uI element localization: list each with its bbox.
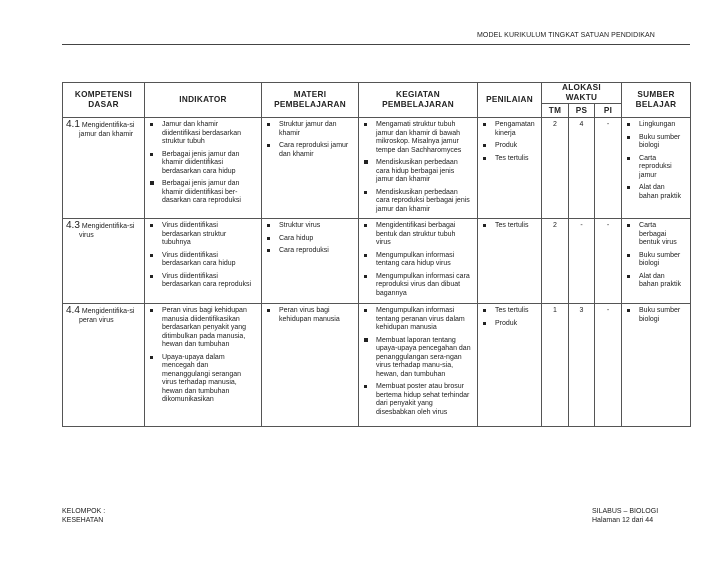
sumber-text: Carta xyxy=(639,222,657,229)
footer-kelompok: KELOMPOK : xyxy=(62,508,106,515)
col-alokasi-waktu xyxy=(542,83,622,104)
bullet-icon xyxy=(150,153,153,156)
kompetensi-number: 4.1 xyxy=(66,119,80,130)
materi-text: kehidupan manusia xyxy=(279,315,340,323)
footer-silabus: SILABUS – BIOLOGI xyxy=(592,508,659,515)
tm-cell: 2 xyxy=(542,118,569,219)
bullet-icon xyxy=(364,123,367,126)
materi-list xyxy=(262,118,358,159)
pi-cell: - xyxy=(595,304,622,427)
bullet-icon xyxy=(364,275,367,278)
kegiatan-text: Mengumpulkan informasi xyxy=(376,307,455,314)
col-penilaian xyxy=(478,83,542,118)
header-row-1 xyxy=(63,83,691,104)
header-ps: PS xyxy=(569,104,595,118)
sumber-text: bentuk virus xyxy=(639,239,677,246)
sumber-list xyxy=(622,118,690,201)
indikator-text: khamir diidentifikasi xyxy=(162,159,224,166)
indikator-text: berdasarkan cara hidup xyxy=(162,260,236,267)
bullet-icon xyxy=(150,356,153,359)
penilaian-item xyxy=(481,222,538,231)
materi-text: khamir xyxy=(279,129,301,137)
kegiatan-text: Mendiskusikan perbedaan xyxy=(376,159,458,166)
bullet-icon xyxy=(483,157,486,160)
penilaian-item xyxy=(481,320,538,329)
bullet-icon xyxy=(267,123,270,126)
penilaian-item xyxy=(481,155,538,164)
kegiatan-item xyxy=(362,189,474,215)
kegiatan-text: disesbabkan oleh virus xyxy=(376,408,448,416)
indikator-text: dikomunikasikan xyxy=(162,396,214,403)
header-indikator: INDIKATOR xyxy=(179,95,227,104)
materi-list xyxy=(262,219,358,256)
header-belajar: BELAJAR xyxy=(635,100,677,109)
materi-text: Peran virus bagi xyxy=(279,307,330,314)
kompetensi-text: Mengidentifika-si xyxy=(81,308,135,315)
materi-item xyxy=(265,142,355,159)
indikator-text: berdasarkan penyakit yang xyxy=(162,324,247,331)
indikator-item xyxy=(148,121,258,147)
footer-kesehatan: KESEHATAN xyxy=(62,517,104,524)
kegiatan-text: Mengidentifikasi berbagai xyxy=(376,222,456,229)
kegiatan-text: Membuat poster atau brosur xyxy=(376,383,464,390)
syllabus-table xyxy=(62,82,691,427)
header-materi-pembelajaran: PEMBELAJARAN xyxy=(274,100,346,109)
bullet-icon xyxy=(627,254,630,257)
kegiatan-item xyxy=(362,307,474,333)
sumber-text: bahan praktik xyxy=(639,192,682,200)
materi-cell xyxy=(262,118,359,219)
sumber-item xyxy=(625,307,687,324)
kegiatan-text: Mengamati struktur tubuh xyxy=(376,121,456,128)
table-row xyxy=(63,219,691,304)
tm-cell: 1 xyxy=(542,304,569,427)
bullet-icon xyxy=(627,224,630,227)
materi-list xyxy=(262,304,358,324)
kegiatan-cell xyxy=(359,304,478,427)
kegiatan-item xyxy=(362,159,474,185)
sumber-text: Lingkungan xyxy=(639,121,676,128)
bullet-icon xyxy=(150,254,153,257)
indikator-text: Virus diidentifikasi xyxy=(162,222,218,229)
kegiatan-list xyxy=(359,219,477,298)
header-rule xyxy=(62,44,690,45)
table-row xyxy=(63,304,691,427)
kegiatan-item xyxy=(362,222,474,248)
penilaian-item xyxy=(481,121,538,138)
bullet-icon xyxy=(627,157,630,160)
materi-item xyxy=(265,247,355,256)
materi-cell xyxy=(262,304,359,427)
indikator-text: manusia diidentifikasikan xyxy=(162,315,240,323)
bullet-icon xyxy=(483,144,486,147)
bullet-icon xyxy=(150,123,153,126)
indikator-cell xyxy=(145,304,262,427)
penilaian-list xyxy=(478,219,541,231)
kompetensi-number: 4.4 xyxy=(66,305,80,316)
sumber-text: reproduksi xyxy=(639,163,672,170)
materi-text: dan khamir xyxy=(279,150,314,158)
header-tm: TM xyxy=(542,104,569,118)
bullet-icon xyxy=(150,309,153,312)
sumber-item xyxy=(625,252,687,269)
kompetensi-cell xyxy=(63,219,145,304)
kegiatan-text: jamur dan khamir xyxy=(376,176,431,183)
sumber-text: biologi xyxy=(639,260,660,267)
bullet-icon xyxy=(364,191,367,194)
bullet-icon xyxy=(150,181,154,185)
indikator-text: mencegah dan xyxy=(162,362,209,369)
indikator-item xyxy=(148,252,258,269)
header-pi: PI xyxy=(595,104,622,118)
kegiatan-text: kehidupan manusia xyxy=(376,324,437,331)
kegiatan-text: tempe dan Sachharomyces xyxy=(376,146,462,154)
indikator-item xyxy=(148,273,258,290)
indikator-list xyxy=(145,118,261,206)
penilaian-text: Produk xyxy=(495,319,518,327)
kegiatan-item xyxy=(362,121,474,155)
kegiatan-text: bentuk dan struktur tubuh xyxy=(376,230,456,238)
header-penilaian: PENILAIAN xyxy=(486,95,533,104)
kegiatan-text: bagannya xyxy=(376,289,407,297)
penilaian-text: Tes tertulis xyxy=(495,154,529,162)
sumber-text: Carta xyxy=(639,154,657,162)
kegiatan-item xyxy=(362,252,474,269)
indikator-text: tubuhnya xyxy=(162,239,191,246)
sumber-cell xyxy=(622,118,691,219)
penilaian-item xyxy=(481,142,538,151)
bullet-icon xyxy=(364,254,367,257)
sumber-text: Alat dan xyxy=(639,272,665,280)
indikator-text: Virus diidentifikasi xyxy=(162,272,218,280)
indikator-list xyxy=(145,219,261,290)
indikator-text: Virus diidentifikasi xyxy=(162,251,218,259)
penilaian-list xyxy=(478,304,541,328)
indikator-item xyxy=(148,354,258,405)
sumber-cell xyxy=(622,219,691,304)
penilaian-text: kinerja xyxy=(495,129,516,137)
indikator-item xyxy=(148,180,258,206)
sumber-list xyxy=(622,219,690,290)
kegiatan-text: virus terhadap manu-sia, xyxy=(376,362,454,369)
bullet-icon xyxy=(267,249,270,252)
table-row xyxy=(63,118,691,219)
bullet-icon xyxy=(364,309,367,312)
bullet-icon xyxy=(627,123,630,126)
materi-text: Cara reproduksi jamur xyxy=(279,142,349,149)
kegiatan-text: Mengumpulkan informasi cara xyxy=(376,272,470,280)
indikator-text: khamir diidentifikasi ber- xyxy=(162,188,238,196)
kegiatan-item xyxy=(362,383,474,417)
kegiatan-cell xyxy=(359,118,478,219)
sumber-list xyxy=(622,304,690,324)
penilaian-cell xyxy=(478,118,542,219)
sumber-item xyxy=(625,184,687,201)
kompetensi-cell xyxy=(63,118,145,219)
kegiatan-text: Membuat laporan tentang xyxy=(376,336,456,344)
indikator-text: dasarkan cara reproduksi xyxy=(162,197,241,204)
kegiatan-text: cara hidup berbagai jenis xyxy=(376,167,455,175)
sumber-text: berbagai xyxy=(639,230,667,238)
kompetensi-text: Mengidentifika-si xyxy=(81,122,135,129)
kegiatan-text: reproduksi virus dan dibuat xyxy=(376,281,461,288)
indikator-text: Jamur dan khamir xyxy=(162,121,219,128)
header-waktu: WAKTU xyxy=(565,93,598,102)
bullet-icon xyxy=(627,186,630,189)
bullet-icon xyxy=(627,309,630,312)
footer-halaman: Halaman 12 dari 44 xyxy=(592,517,654,524)
sumber-text: Buku sumber xyxy=(639,251,681,259)
kompetensi-text: Mengidentifika-si xyxy=(81,223,135,230)
kompetensi-cell xyxy=(63,304,145,427)
materi-item xyxy=(265,307,355,324)
kegiatan-text: Mengumpulkan informasi xyxy=(376,251,455,259)
kompetensi-text-2: virus xyxy=(79,231,94,239)
indikator-item xyxy=(148,151,258,177)
indikator-text: virus terhadap manusia, xyxy=(162,379,237,386)
bullet-icon xyxy=(627,136,630,139)
col-indikator xyxy=(145,83,262,118)
kegiatan-text: tentang peranan virus dalam xyxy=(376,315,465,323)
header-materi: MATERI xyxy=(293,90,327,99)
kegiatan-text: penanggulangan sera-ngan xyxy=(376,353,462,361)
tm-cell: 2 xyxy=(542,219,569,304)
kegiatan-item xyxy=(362,273,474,299)
sumber-item xyxy=(625,134,687,151)
penilaian-text: Tes tertulis xyxy=(495,222,529,229)
sumber-text: biologi xyxy=(639,315,660,323)
bullet-icon xyxy=(483,309,486,312)
bullet-icon xyxy=(364,385,367,388)
kegiatan-text: jamur dan khamir di bawah xyxy=(376,129,461,137)
indikator-text: Berbagai jenis jamur dan xyxy=(162,180,240,187)
indikator-text: hewan dan tumbuhan xyxy=(162,387,230,395)
kegiatan-text: dari penyakit yang xyxy=(376,400,433,407)
kegiatan-text: virus xyxy=(376,239,391,246)
sumber-cell xyxy=(622,304,691,427)
pi-cell: - xyxy=(595,118,622,219)
materi-text: Cara reproduksi xyxy=(279,247,329,254)
penilaian-text: Produk xyxy=(495,142,518,149)
bullet-icon xyxy=(150,275,153,278)
indikator-text: menanggulangi serangan xyxy=(162,370,242,378)
indikator-text: Upaya-upaya dalam xyxy=(162,353,225,361)
header-kompetensi: KOMPETENSI xyxy=(74,90,133,99)
col-kegiatan xyxy=(359,83,478,118)
materi-text: Struktur virus xyxy=(279,222,321,229)
page-title: MODEL KURIKULUM TINGKAT SATUAN PENDIDIKAN xyxy=(477,32,655,39)
footer-left xyxy=(62,507,105,525)
sumber-text: bahan praktik xyxy=(639,281,682,288)
indikator-text: diidentifikasi berdasarkan xyxy=(162,129,241,137)
materi-text: Struktur jamur dan xyxy=(279,121,337,128)
indikator-text: Berbagai jenis jamur dan xyxy=(162,150,240,158)
kegiatan-list xyxy=(359,304,477,417)
sumber-text: biologi xyxy=(639,142,660,149)
kegiatan-text: tentang cara hidup virus xyxy=(376,260,451,267)
kompetensi-number: 4.3 xyxy=(66,220,80,231)
sumber-text: Alat dan xyxy=(639,184,665,191)
bullet-icon xyxy=(267,224,270,227)
sumber-text: Buku sumber xyxy=(639,307,681,314)
penilaian-text: Tes tertulis xyxy=(495,307,529,314)
penilaian-text: Pengamatan xyxy=(495,121,535,128)
kegiatan-text: bertema hidup sehat terhindar xyxy=(376,391,470,399)
bullet-icon xyxy=(267,144,270,147)
header-kegiatan-pembelajaran: PEMBELAJARAN xyxy=(382,100,454,109)
materi-item xyxy=(265,235,355,244)
col-materi xyxy=(262,83,359,118)
materi-item xyxy=(265,222,355,231)
indikator-text: Peran virus bagi kehidupan xyxy=(162,307,247,314)
indikator-item xyxy=(148,307,258,350)
ps-cell: - xyxy=(569,219,595,304)
indikator-text: hewan dan tumbuhan xyxy=(162,341,230,348)
bullet-icon xyxy=(364,224,367,227)
pi-cell: - xyxy=(595,219,622,304)
indikator-list xyxy=(145,304,261,405)
penilaian-item xyxy=(481,307,538,316)
sumber-item xyxy=(625,222,687,248)
ps-cell: 3 xyxy=(569,304,595,427)
kegiatan-text: cara reproduksi berbagai jenis xyxy=(376,197,470,204)
ps-cell: 4 xyxy=(569,118,595,219)
kegiatan-text: upaya-upaya pencegahan dan xyxy=(376,345,471,352)
kegiatan-list xyxy=(359,118,477,214)
indikator-text: berdasarkan cara reproduksi xyxy=(162,281,252,288)
kompetensi-text-2: jamur dan khamir xyxy=(79,130,134,138)
sumber-item xyxy=(625,121,687,130)
indikator-text: berdasarkan struktur xyxy=(162,230,227,238)
sumber-item xyxy=(625,155,687,181)
bullet-icon xyxy=(364,338,368,342)
penilaian-cell xyxy=(478,219,542,304)
materi-text: Cara hidup xyxy=(279,234,314,242)
indikator-text: struktur tubuh xyxy=(162,138,205,145)
bullet-icon xyxy=(483,322,486,325)
bullet-icon xyxy=(267,309,270,312)
bullet-icon xyxy=(364,160,368,164)
indikator-cell xyxy=(145,219,262,304)
materi-cell xyxy=(262,219,359,304)
header-sumber: SUMBER xyxy=(637,90,675,99)
kegiatan-text: hewan, dan tumbuhan xyxy=(376,370,446,378)
sumber-text: jamur xyxy=(639,171,657,179)
kegiatan-text: Mendiskusikan perbedaan xyxy=(376,188,458,196)
bullet-icon xyxy=(483,123,486,126)
kegiatan-item xyxy=(362,337,474,380)
bullet-icon xyxy=(150,224,153,227)
indikator-item xyxy=(148,222,258,248)
kegiatan-text: jamur dan khamir xyxy=(376,205,431,213)
indikator-text: berdasarkan cara hidup xyxy=(162,167,236,175)
bullet-icon xyxy=(483,224,486,227)
kegiatan-text: mikroskop. Misalnya jamur xyxy=(376,138,459,145)
penilaian-cell xyxy=(478,304,542,427)
sumber-text: Buku sumber xyxy=(639,133,681,141)
col-sumber-belajar xyxy=(622,83,691,118)
penilaian-list xyxy=(478,118,541,163)
sumber-item xyxy=(625,273,687,290)
header-dasar: DASAR xyxy=(88,100,119,109)
kegiatan-cell xyxy=(359,219,478,304)
kompetensi-text-2: peran virus xyxy=(79,316,114,324)
footer-right xyxy=(592,507,658,525)
indikator-text: ditimbulkan pada manusia, xyxy=(162,332,246,340)
indikator-cell xyxy=(145,118,262,219)
bullet-icon xyxy=(267,237,270,240)
col-kompetensi-dasar xyxy=(63,83,145,118)
header-kegiatan: KEGIATAN xyxy=(396,90,440,99)
header-alokasi: ALOKASI xyxy=(562,83,601,92)
materi-item xyxy=(265,121,355,138)
bullet-icon xyxy=(627,275,630,278)
